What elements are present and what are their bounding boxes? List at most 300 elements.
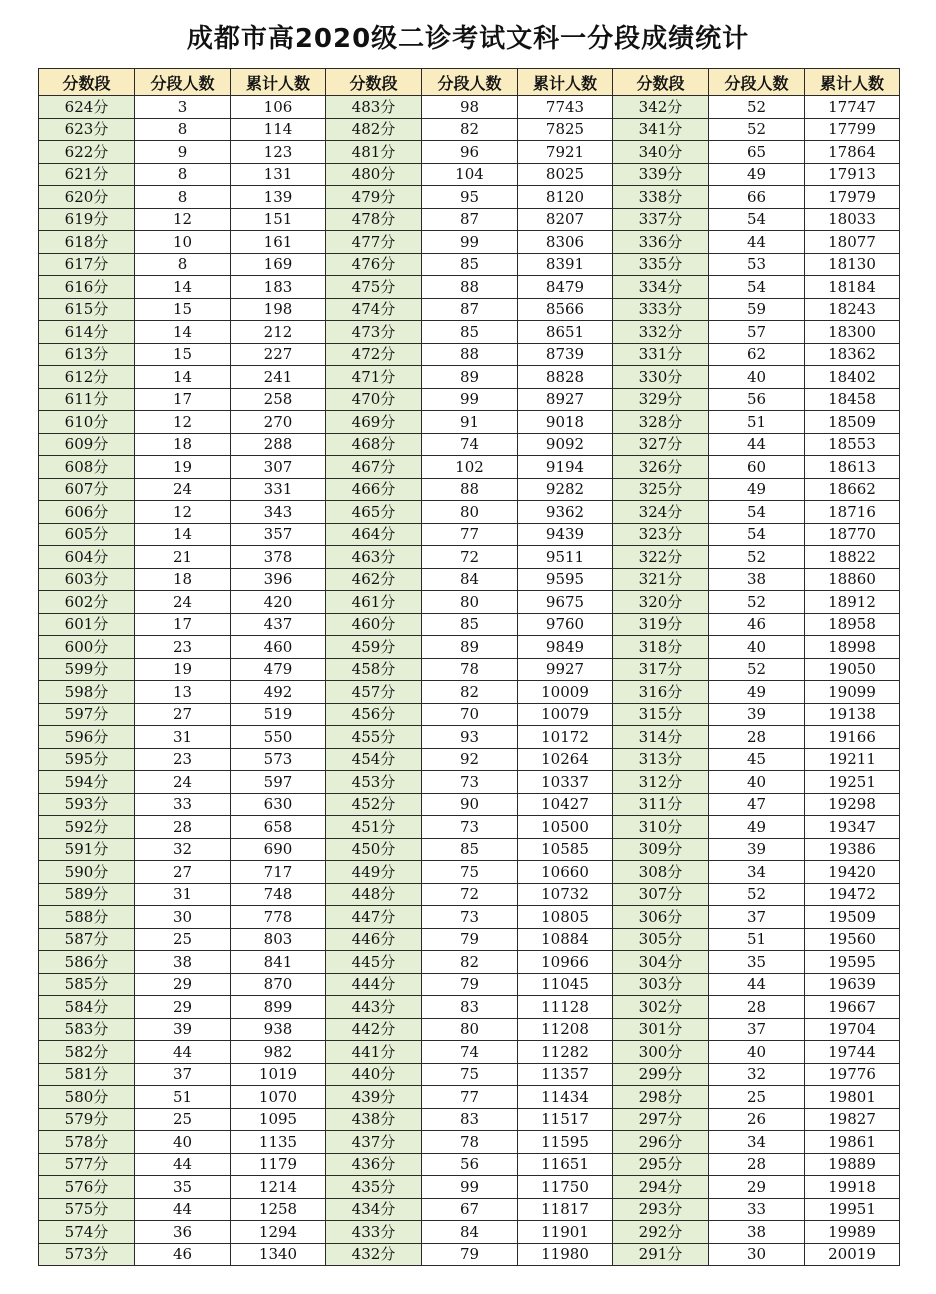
cumulative-count-cell: 11357: [518, 1063, 613, 1086]
cumulative-count-cell: 8739: [518, 343, 613, 366]
score-range-cell: 622分: [39, 141, 135, 164]
segment-count-cell: 92: [422, 748, 518, 771]
score-range-cell: 465分: [326, 501, 422, 524]
segment-count-cell: 99: [422, 1176, 518, 1199]
cumulative-count-cell: 18613: [805, 456, 900, 479]
score-range-cell: 611分: [39, 388, 135, 411]
segment-count-cell: 56: [709, 388, 805, 411]
table-row: [39, 321, 900, 344]
segment-count-cell: 29: [135, 973, 231, 996]
segment-count-cell: 102: [422, 456, 518, 479]
table-row: [39, 771, 900, 794]
cumulative-count-cell: 11517: [518, 1108, 613, 1131]
segment-count-cell: 82: [422, 951, 518, 974]
segment-count-cell: 24: [135, 771, 231, 794]
cumulative-count-cell: 10732: [518, 883, 613, 906]
score-range-cell: 468分: [326, 433, 422, 456]
score-range-cell: 577分: [39, 1153, 135, 1176]
segment-count-cell: 17: [135, 613, 231, 636]
score-range-cell: 602分: [39, 591, 135, 614]
score-range-cell: 450分: [326, 838, 422, 861]
segment-count-cell: 39: [135, 1018, 231, 1041]
score-range-cell: 619分: [39, 208, 135, 231]
segment-count-cell: 54: [709, 523, 805, 546]
table-row: [39, 96, 900, 119]
score-range-cell: 464分: [326, 523, 422, 546]
score-range-cell: 618分: [39, 231, 135, 254]
segment-count-cell: 18: [135, 568, 231, 591]
score-range-cell: 481分: [326, 141, 422, 164]
segment-count-cell: 12: [135, 208, 231, 231]
segment-count-cell: 37: [135, 1063, 231, 1086]
cumulative-count-cell: 420: [231, 591, 326, 614]
score-range-cell: 583分: [39, 1018, 135, 1041]
score-range-cell: 613分: [39, 343, 135, 366]
score-range-cell: 334分: [613, 276, 709, 299]
segment-count-cell: 14: [135, 276, 231, 299]
score-range-cell: 576分: [39, 1176, 135, 1199]
segment-count-cell: 80: [422, 591, 518, 614]
table-row: [39, 838, 900, 861]
score-range-cell: 588分: [39, 906, 135, 929]
score-range-cell: 606分: [39, 501, 135, 524]
segment-count-cell: 15: [135, 343, 231, 366]
cumulative-count-cell: 717: [231, 861, 326, 884]
segment-count-cell: 8: [135, 253, 231, 276]
score-range-cell: 604分: [39, 546, 135, 569]
segment-count-cell: 34: [709, 1131, 805, 1154]
cumulative-count-cell: 288: [231, 433, 326, 456]
table-row: [39, 456, 900, 479]
cumulative-count-cell: 690: [231, 838, 326, 861]
segment-count-cell: 39: [709, 703, 805, 726]
score-range-cell: 623分: [39, 118, 135, 141]
cumulative-count-cell: 19989: [805, 1221, 900, 1244]
segment-count-cell: 65: [709, 141, 805, 164]
score-range-cell: 301分: [613, 1018, 709, 1041]
cumulative-count-cell: 18458: [805, 388, 900, 411]
segment-count-cell: 28: [709, 1153, 805, 1176]
score-range-cell: 449分: [326, 861, 422, 884]
score-range-cell: 332分: [613, 321, 709, 344]
cumulative-count-cell: 19166: [805, 726, 900, 749]
score-range-cell: 308分: [613, 861, 709, 884]
score-range-cell: 320分: [613, 591, 709, 614]
score-range-cell: 316分: [613, 681, 709, 704]
segment-count-cell: 74: [422, 433, 518, 456]
segment-count-cell: 104: [422, 163, 518, 186]
cumulative-count-cell: 10966: [518, 951, 613, 974]
segment-count-cell: 79: [422, 928, 518, 951]
score-range-cell: 312分: [613, 771, 709, 794]
cumulative-count-cell: 139: [231, 186, 326, 209]
score-range-cell: 473分: [326, 321, 422, 344]
segment-count-cell: 93: [422, 726, 518, 749]
score-range-cell: 479分: [326, 186, 422, 209]
table-row: [39, 298, 900, 321]
table-row: [39, 951, 900, 974]
segment-count-cell: 95: [422, 186, 518, 209]
segment-count-cell: 73: [422, 771, 518, 794]
cumulative-count-cell: 11282: [518, 1041, 613, 1064]
cumulative-count-cell: 19639: [805, 973, 900, 996]
score-range-cell: 478分: [326, 208, 422, 231]
segment-count-cell: 80: [422, 1018, 518, 1041]
score-range-cell: 326分: [613, 456, 709, 479]
cumulative-count-cell: 630: [231, 793, 326, 816]
segment-count-cell: 40: [709, 771, 805, 794]
cumulative-count-cell: 19472: [805, 883, 900, 906]
cumulative-count-cell: 18662: [805, 478, 900, 501]
cumulative-count-cell: 20019: [805, 1243, 900, 1266]
cumulative-count-cell: 9927: [518, 658, 613, 681]
cumulative-count-cell: 19951: [805, 1198, 900, 1221]
cumulative-count-cell: 18402: [805, 366, 900, 389]
header-cumulative-count: 累计人数: [805, 69, 900, 96]
cumulative-count-cell: 18130: [805, 253, 900, 276]
cumulative-count-cell: 10172: [518, 726, 613, 749]
cumulative-count-cell: 161: [231, 231, 326, 254]
score-range-cell: 581分: [39, 1063, 135, 1086]
cumulative-count-cell: 8306: [518, 231, 613, 254]
score-range-cell: 590分: [39, 861, 135, 884]
header-segment-count: 分段人数: [135, 69, 231, 96]
segment-count-cell: 34: [709, 861, 805, 884]
table-row: [39, 973, 900, 996]
table-row: [39, 411, 900, 434]
segment-count-cell: 87: [422, 208, 518, 231]
table-row: [39, 816, 900, 839]
cumulative-count-cell: 11045: [518, 973, 613, 996]
cumulative-count-cell: 270: [231, 411, 326, 434]
score-range-cell: 476分: [326, 253, 422, 276]
score-range-cell: 305分: [613, 928, 709, 951]
table-row: [39, 793, 900, 816]
segment-count-cell: 40: [709, 1041, 805, 1064]
cumulative-count-cell: 9760: [518, 613, 613, 636]
cumulative-count-cell: 597: [231, 771, 326, 794]
segment-count-cell: 46: [709, 613, 805, 636]
segment-count-cell: 52: [709, 546, 805, 569]
table-row: [39, 906, 900, 929]
table-row: [39, 1176, 900, 1199]
segment-count-cell: 75: [422, 861, 518, 884]
segment-count-cell: 8: [135, 118, 231, 141]
score-range-cell: 592分: [39, 816, 135, 839]
cumulative-count-cell: 1294: [231, 1221, 326, 1244]
cumulative-count-cell: 17799: [805, 118, 900, 141]
score-range-cell: 579分: [39, 1108, 135, 1131]
cumulative-count-cell: 870: [231, 973, 326, 996]
segment-count-cell: 82: [422, 681, 518, 704]
score-range-cell: 475分: [326, 276, 422, 299]
score-range-cell: 333分: [613, 298, 709, 321]
table-row: [39, 1063, 900, 1086]
score-range-cell: 323分: [613, 523, 709, 546]
score-range-cell: 315分: [613, 703, 709, 726]
score-range-cell: 322分: [613, 546, 709, 569]
segment-count-cell: 25: [709, 1086, 805, 1109]
cumulative-count-cell: 748: [231, 883, 326, 906]
score-range-cell: 302分: [613, 996, 709, 1019]
cumulative-count-cell: 11980: [518, 1243, 613, 1266]
score-range-cell: 601分: [39, 613, 135, 636]
cumulative-count-cell: 10427: [518, 793, 613, 816]
score-range-cell: 314分: [613, 726, 709, 749]
cumulative-count-cell: 227: [231, 343, 326, 366]
score-range-cell: 463分: [326, 546, 422, 569]
score-range-cell: 461分: [326, 591, 422, 614]
segment-count-cell: 27: [135, 703, 231, 726]
cumulative-count-cell: 17747: [805, 96, 900, 119]
table-row: [39, 523, 900, 546]
table-row: [39, 276, 900, 299]
score-range-cell: 597分: [39, 703, 135, 726]
score-range-cell: 291分: [613, 1243, 709, 1266]
segment-count-cell: 30: [135, 906, 231, 929]
segment-count-cell: 8: [135, 186, 231, 209]
score-range-cell: 483分: [326, 96, 422, 119]
segment-count-cell: 45: [709, 748, 805, 771]
cumulative-count-cell: 343: [231, 501, 326, 524]
cumulative-count-cell: 9194: [518, 456, 613, 479]
score-range-cell: 341分: [613, 118, 709, 141]
segment-count-cell: 38: [709, 568, 805, 591]
score-range-cell: 433分: [326, 1221, 422, 1244]
cumulative-count-cell: 169: [231, 253, 326, 276]
segment-count-cell: 52: [709, 118, 805, 141]
score-range-cell: 612分: [39, 366, 135, 389]
table-row: [39, 591, 900, 614]
segment-count-cell: 12: [135, 411, 231, 434]
score-range-cell: 605分: [39, 523, 135, 546]
segment-count-cell: 17: [135, 388, 231, 411]
table-row: [39, 1086, 900, 1109]
cumulative-count-cell: 8025: [518, 163, 613, 186]
segment-count-cell: 99: [422, 231, 518, 254]
segment-count-cell: 49: [709, 681, 805, 704]
cumulative-count-cell: 18860: [805, 568, 900, 591]
table-row: [39, 1018, 900, 1041]
segment-count-cell: 9: [135, 141, 231, 164]
score-range-cell: 329分: [613, 388, 709, 411]
table-row: [39, 141, 900, 164]
table-row: [39, 613, 900, 636]
cumulative-count-cell: 11817: [518, 1198, 613, 1221]
score-range-cell: 297分: [613, 1108, 709, 1131]
cumulative-count-cell: 519: [231, 703, 326, 726]
segment-count-cell: 44: [709, 433, 805, 456]
segment-count-cell: 15: [135, 298, 231, 321]
score-range-cell: 327分: [613, 433, 709, 456]
score-range-cell: 295分: [613, 1153, 709, 1176]
segment-count-cell: 13: [135, 681, 231, 704]
segment-count-cell: 52: [709, 658, 805, 681]
cumulative-count-cell: 10264: [518, 748, 613, 771]
segment-count-cell: 3: [135, 96, 231, 119]
cumulative-count-cell: 19138: [805, 703, 900, 726]
score-range-cell: 578分: [39, 1131, 135, 1154]
cumulative-count-cell: 106: [231, 96, 326, 119]
cumulative-count-cell: 19509: [805, 906, 900, 929]
cumulative-count-cell: 19889: [805, 1153, 900, 1176]
segment-count-cell: 73: [422, 816, 518, 839]
segment-count-cell: 44: [709, 973, 805, 996]
score-range-cell: 462分: [326, 568, 422, 591]
score-range-cell: 441分: [326, 1041, 422, 1064]
table-row: [39, 1041, 900, 1064]
score-range-cell: 575分: [39, 1198, 135, 1221]
segment-count-cell: 24: [135, 591, 231, 614]
segment-count-cell: 28: [135, 816, 231, 839]
segment-count-cell: 32: [709, 1063, 805, 1086]
segment-count-cell: 19: [135, 658, 231, 681]
cumulative-count-cell: 18184: [805, 276, 900, 299]
segment-count-cell: 31: [135, 726, 231, 749]
cumulative-count-cell: 8927: [518, 388, 613, 411]
segment-count-cell: 51: [709, 928, 805, 951]
header-segment-count: 分段人数: [709, 69, 805, 96]
cumulative-count-cell: 17913: [805, 163, 900, 186]
segment-count-cell: 79: [422, 973, 518, 996]
score-range-cell: 598分: [39, 681, 135, 704]
score-range-cell: 309分: [613, 838, 709, 861]
table-row: [39, 478, 900, 501]
score-range-cell: 335分: [613, 253, 709, 276]
score-range-cell: 467分: [326, 456, 422, 479]
cumulative-count-cell: 1095: [231, 1108, 326, 1131]
score-range-cell: 313分: [613, 748, 709, 771]
segment-count-cell: 29: [135, 996, 231, 1019]
segment-count-cell: 60: [709, 456, 805, 479]
score-range-cell: 325分: [613, 478, 709, 501]
cumulative-count-cell: 19918: [805, 1176, 900, 1199]
segment-count-cell: 35: [135, 1176, 231, 1199]
score-range-cell: 298分: [613, 1086, 709, 1109]
table-header-row: [39, 69, 900, 96]
table-row: [39, 253, 900, 276]
score-range-cell: 600分: [39, 636, 135, 659]
segment-count-cell: 21: [135, 546, 231, 569]
header-cumulative-count: 累计人数: [518, 69, 613, 96]
cumulative-count-cell: 1070: [231, 1086, 326, 1109]
table-row: [39, 343, 900, 366]
segment-count-cell: 30: [709, 1243, 805, 1266]
score-range-cell: 603分: [39, 568, 135, 591]
score-range-cell: 471分: [326, 366, 422, 389]
segment-count-cell: 12: [135, 501, 231, 524]
table-row: [39, 703, 900, 726]
segment-count-cell: 37: [709, 906, 805, 929]
cumulative-count-cell: 212: [231, 321, 326, 344]
segment-count-cell: 56: [422, 1153, 518, 1176]
cumulative-count-cell: 11651: [518, 1153, 613, 1176]
cumulative-count-cell: 11434: [518, 1086, 613, 1109]
segment-count-cell: 62: [709, 343, 805, 366]
cumulative-count-cell: 357: [231, 523, 326, 546]
cumulative-count-cell: 241: [231, 366, 326, 389]
table-row: [39, 883, 900, 906]
score-range-cell: 608分: [39, 456, 135, 479]
segment-count-cell: 91: [422, 411, 518, 434]
cumulative-count-cell: 492: [231, 681, 326, 704]
segment-count-cell: 10: [135, 231, 231, 254]
score-range-cell: 307分: [613, 883, 709, 906]
cumulative-count-cell: 8651: [518, 321, 613, 344]
table-row: [39, 861, 900, 884]
table-row: [39, 388, 900, 411]
table-row: [39, 1198, 900, 1221]
cumulative-count-cell: 18770: [805, 523, 900, 546]
score-range-cell: 477分: [326, 231, 422, 254]
score-range-cell: 624分: [39, 96, 135, 119]
cumulative-count-cell: 19861: [805, 1131, 900, 1154]
score-range-cell: 293分: [613, 1198, 709, 1221]
cumulative-count-cell: 114: [231, 118, 326, 141]
segment-count-cell: 66: [709, 186, 805, 209]
segment-count-cell: 80: [422, 501, 518, 524]
segment-count-cell: 79: [422, 1243, 518, 1266]
score-range-cell: 587分: [39, 928, 135, 951]
segment-count-cell: 39: [709, 838, 805, 861]
segment-count-cell: 44: [135, 1198, 231, 1221]
cumulative-count-cell: 7921: [518, 141, 613, 164]
segment-count-cell: 89: [422, 366, 518, 389]
segment-count-cell: 52: [709, 591, 805, 614]
segment-count-cell: 36: [135, 1221, 231, 1244]
segment-count-cell: 54: [709, 208, 805, 231]
score-range-cell: 454分: [326, 748, 422, 771]
table-row: [39, 231, 900, 254]
cumulative-count-cell: 437: [231, 613, 326, 636]
segment-count-cell: 25: [135, 1108, 231, 1131]
cumulative-count-cell: 803: [231, 928, 326, 951]
score-range-cell: 294分: [613, 1176, 709, 1199]
table-row: [39, 1108, 900, 1131]
cumulative-count-cell: 9849: [518, 636, 613, 659]
score-range-cell: 589分: [39, 883, 135, 906]
score-range-cell: 440分: [326, 1063, 422, 1086]
cumulative-count-cell: 9511: [518, 546, 613, 569]
segment-count-cell: 82: [422, 118, 518, 141]
header-score-range: 分数段: [326, 69, 422, 96]
segment-count-cell: 14: [135, 321, 231, 344]
segment-count-cell: 77: [422, 1086, 518, 1109]
segment-count-cell: 35: [709, 951, 805, 974]
cumulative-count-cell: 9362: [518, 501, 613, 524]
score-range-cell: 296分: [613, 1131, 709, 1154]
header-segment-count: 分段人数: [422, 69, 518, 96]
table-row: [39, 1153, 900, 1176]
segment-count-cell: 78: [422, 1131, 518, 1154]
cumulative-count-cell: 11595: [518, 1131, 613, 1154]
score-range-cell: 299分: [613, 1063, 709, 1086]
cumulative-count-cell: 573: [231, 748, 326, 771]
score-range-cell: 445分: [326, 951, 422, 974]
segment-count-cell: 38: [135, 951, 231, 974]
cumulative-count-cell: 396: [231, 568, 326, 591]
segment-count-cell: 75: [422, 1063, 518, 1086]
score-range-cell: 580分: [39, 1086, 135, 1109]
segment-count-cell: 40: [709, 636, 805, 659]
score-range-cell: 574分: [39, 1221, 135, 1244]
cumulative-count-cell: 9018: [518, 411, 613, 434]
cumulative-count-cell: 550: [231, 726, 326, 749]
segment-count-cell: 33: [135, 793, 231, 816]
cumulative-count-cell: 8207: [518, 208, 613, 231]
segment-count-cell: 74: [422, 1041, 518, 1064]
cumulative-count-cell: 10079: [518, 703, 613, 726]
